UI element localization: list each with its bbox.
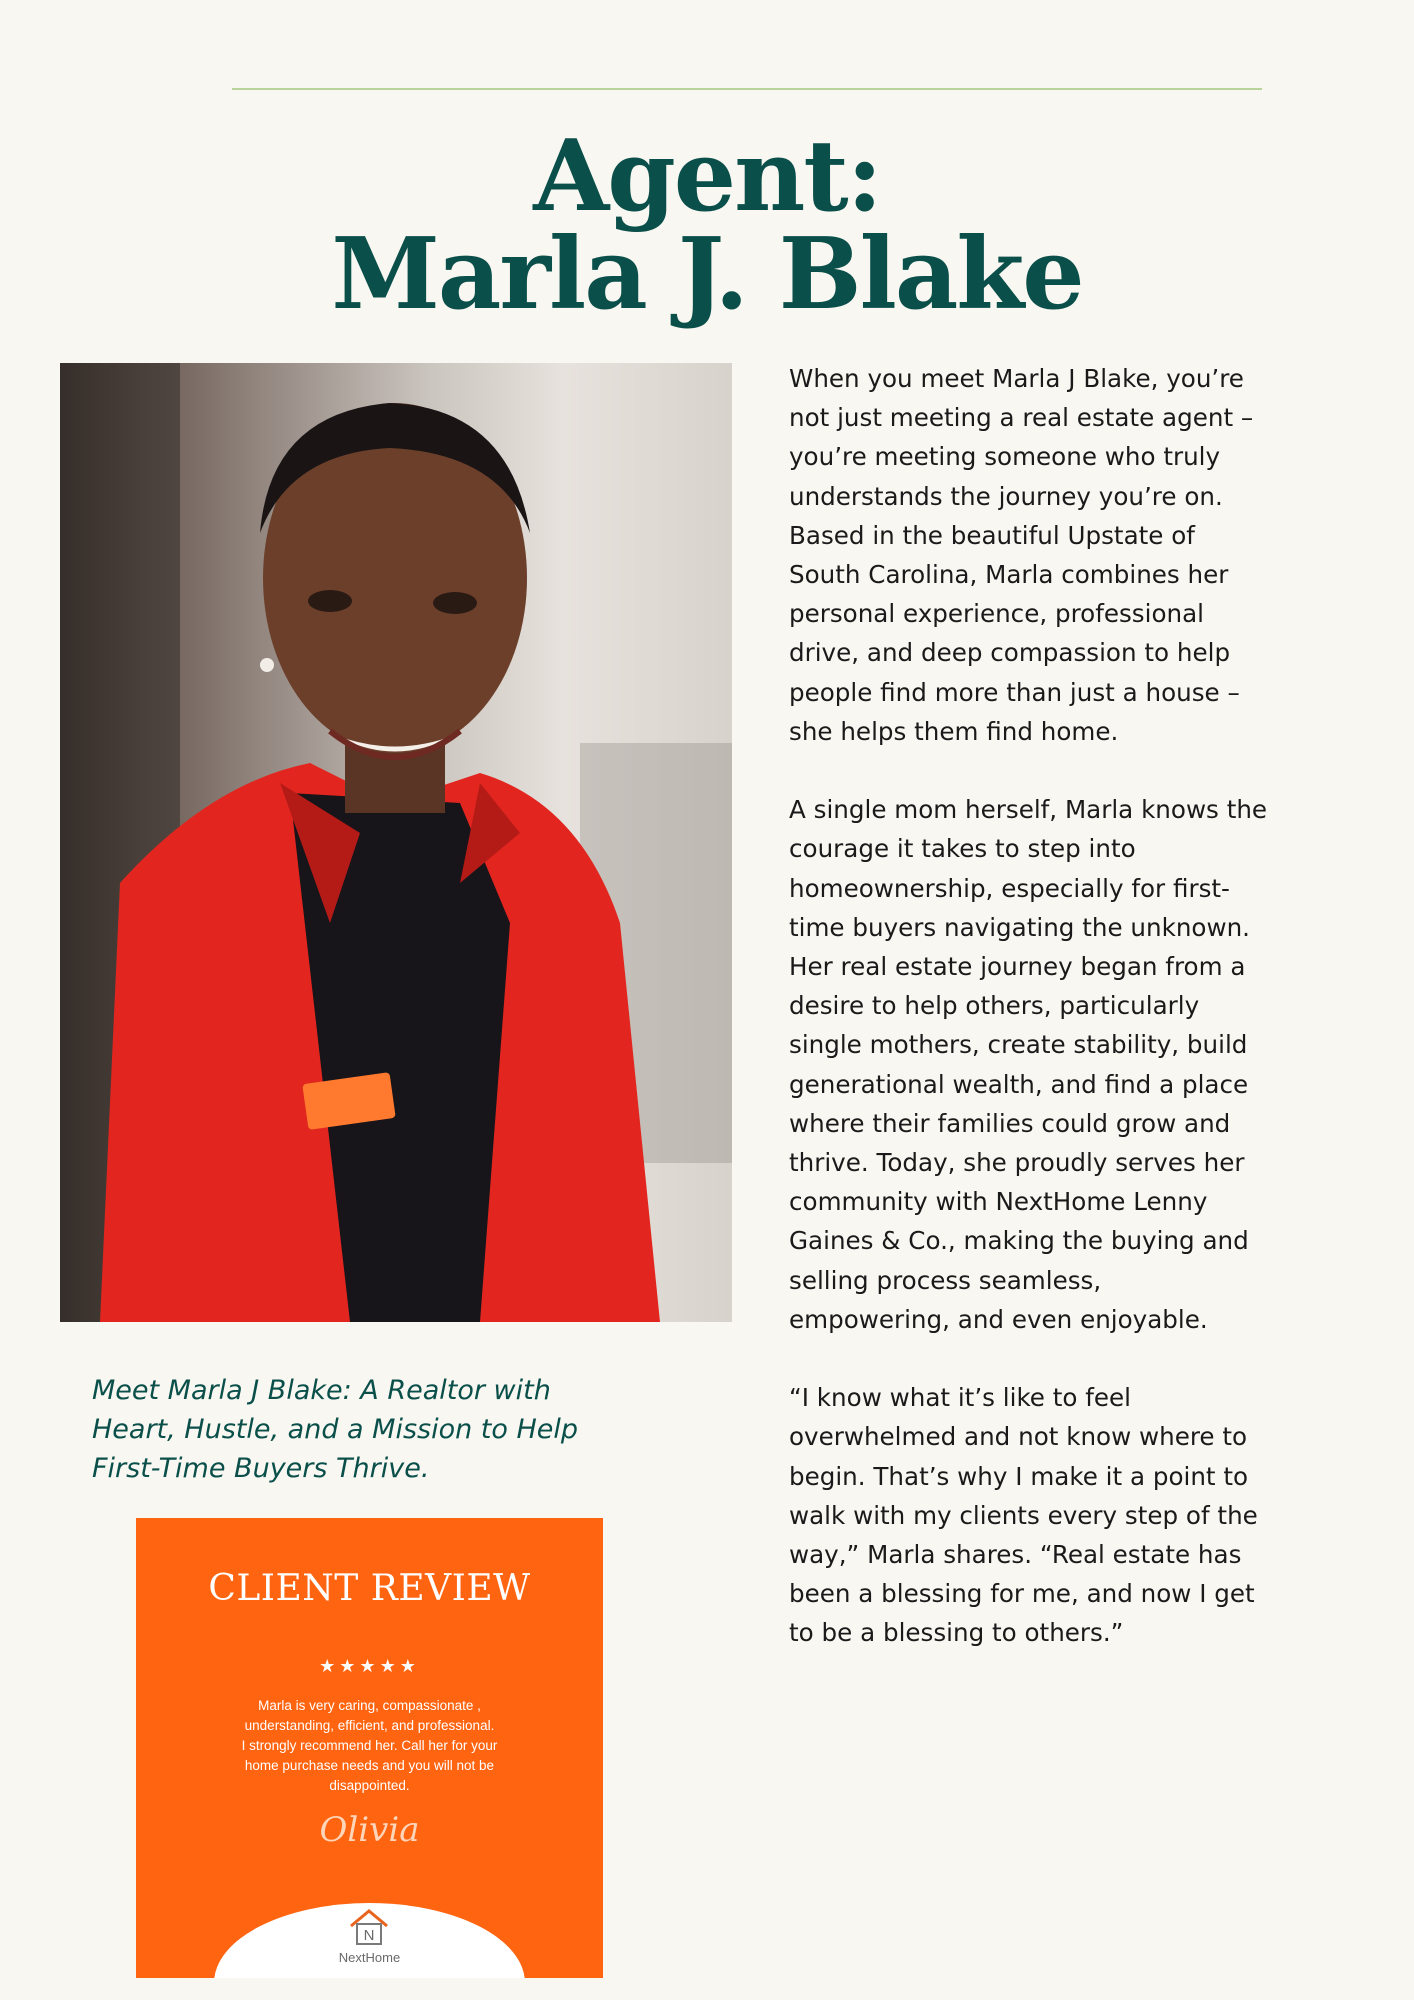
bio-line: South Carolina, Marla combines her xyxy=(789,560,1229,590)
title-line-1: Agent: xyxy=(533,119,881,234)
bio-line: you’re meeting someone who truly xyxy=(789,442,1221,472)
top-divider xyxy=(232,88,1262,90)
photo-caption xyxy=(92,1371,652,1488)
reviewer-signature: Olivia xyxy=(319,1810,420,1850)
bio-line: been a blessing for me, and now I get xyxy=(789,1579,1255,1609)
bio-line: Based in the beautiful Upstate of xyxy=(789,520,1195,550)
bio-line: selling process seamless, xyxy=(789,1265,1102,1295)
bio-line: When you meet Marla J Blake, you’re xyxy=(789,364,1244,393)
logo-letter: N xyxy=(363,1927,375,1944)
bio-line: she helps them find home. xyxy=(789,716,1119,746)
bio-line: where their families could grow and xyxy=(789,1108,1231,1138)
bio-line: single mothers, create stability, build xyxy=(789,1030,1248,1060)
bio-line: generational wealth, and find a place xyxy=(789,1069,1249,1099)
page-title xyxy=(0,119,1414,332)
caption-line: Heart, Hustle, and a Mission to Help xyxy=(92,1414,579,1445)
bio-line: people find more than just a house – xyxy=(789,677,1240,707)
bio-paragraph-3 xyxy=(789,1378,1329,1652)
bio-line: way,” Marla shares. “Real estate has xyxy=(789,1540,1242,1570)
caption-line: Meet Marla J Blake: A Realtor with xyxy=(92,1375,551,1406)
bio-line: not just meeting a real estate agent – xyxy=(789,403,1254,433)
bio-line: Her real estate journey began from a xyxy=(789,952,1246,982)
review-text-line: I strongly recommend her. Call her for your xyxy=(241,1738,498,1753)
bio-line: Gaines & Co., making the buying and xyxy=(789,1226,1249,1256)
client-review-card xyxy=(136,1518,603,1978)
bio-line: “I know what it’s like to feel xyxy=(789,1383,1132,1413)
bio-line: walk with my clients every step of the xyxy=(789,1500,1258,1530)
bio-line: homeownership, especially for first- xyxy=(789,873,1230,903)
bio-line: thrive. Today, she proudly serves her xyxy=(789,1148,1245,1178)
caption-line: First-Time Buyers Thrive. xyxy=(92,1453,430,1484)
bio-line: personal experience, professional xyxy=(789,599,1204,629)
bio-line: empowering, and even enjoyable. xyxy=(789,1304,1208,1334)
review-text xyxy=(196,1696,543,1796)
bio-line: time buyers navigating the unknown. xyxy=(789,912,1250,942)
bio-line: A single mom herself, Marla knows the xyxy=(789,795,1268,825)
bio-line: desire to help others, particularly xyxy=(789,991,1200,1021)
review-text-line: disappointed. xyxy=(329,1778,410,1793)
bio-line: understands the journey you’re on. xyxy=(789,481,1223,511)
bio-line: community with NextHome Lenny xyxy=(789,1187,1208,1217)
bio-paragraph-1 xyxy=(789,359,1329,751)
star-rating-icon: ★★★★★ xyxy=(319,1656,420,1677)
review-text-line: home purchase needs and you will not be xyxy=(244,1758,495,1773)
review-text-line: Marla is very caring, compassionate , xyxy=(258,1698,481,1713)
agent-portrait-photo xyxy=(60,363,732,1322)
title-line-2: Marla J. Blake xyxy=(331,217,1083,332)
bio-line: to be a blessing to others.” xyxy=(789,1618,1124,1648)
review-text-line: understanding, efficient, and professional. xyxy=(244,1718,495,1733)
bio-line: begin. That’s why I make it a point to xyxy=(789,1461,1249,1491)
bio-paragraph-2 xyxy=(789,790,1329,1339)
nexthome-logo-text: NextHome xyxy=(338,1950,401,1965)
bio-line: drive, and deep compassion to help xyxy=(789,638,1231,668)
bio-line: overwhelmed and not know where to xyxy=(789,1422,1248,1452)
review-title: CLIENT REVIEW xyxy=(208,1568,531,1609)
nexthome-house-icon xyxy=(348,1908,390,1946)
agent-bio xyxy=(789,359,1329,1692)
bio-line: courage it takes to step into xyxy=(789,834,1136,864)
